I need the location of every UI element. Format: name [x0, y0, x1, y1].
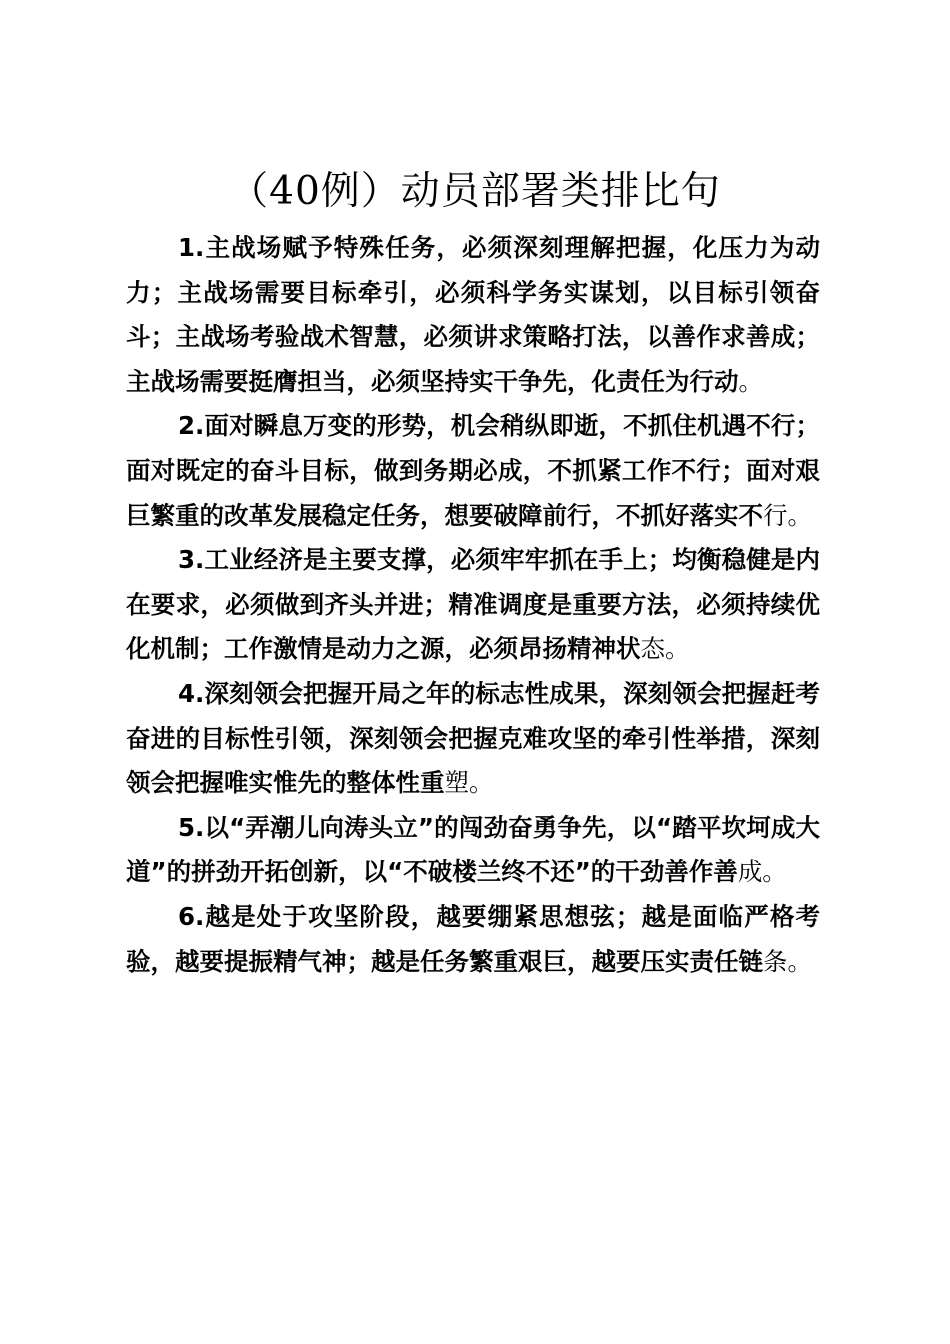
paragraph-3 [126, 538, 820, 672]
document-body [126, 226, 820, 984]
paragraph-3-tail: 态。 [640, 634, 690, 664]
paragraph-6-tail: 条。 [763, 946, 812, 976]
paragraph-6-text: 6.越是处于攻坚阶段，越要绷紧思想弦；越是面临严格考验，越要提振精气神；越是任务繁重艰巨，越要压实责任链 [126, 901, 820, 976]
paragraph-5-tail: 成。 [737, 857, 787, 887]
paragraph-2 [126, 404, 820, 538]
paragraph-4-text: 4.深刻领会把握开局之年的标志性成果，深刻领会把握赶考奋进的目标性引领，深刻领会把握克难攻坚的牵引性举措，深刻领会把握唯实惟先的整体性重 [126, 678, 820, 798]
paragraph-2-tail: 行。 [763, 500, 812, 530]
paragraph-5-text: 5.以“弄潮儿向涛头立”的闯劲奋勇争先，以“踏平坎坷成大道”的拼劲开拓创新，以“不破楼兰终不还”的干劲善作善 [126, 812, 820, 887]
document-title: （40例）动员部署类排比句 [229, 169, 721, 214]
paragraph-5 [126, 806, 820, 895]
paragraph-1-tail: 。 [738, 366, 763, 396]
paragraph-2-text: 2.面对瞬息万变的形势，机会稍纵即逝，不抓住机遇不行；面对既定的奋斗目标，做到务期必成，不抓紧工作不行；面对艰巨繁重的改革发展稳定任务，想要破障前行，不抓好落实不 [126, 411, 820, 530]
paragraph-6 [126, 895, 820, 984]
paragraph-1 [126, 226, 820, 404]
paragraph-4 [126, 672, 820, 806]
paragraph-4-tail: 塑。 [444, 768, 494, 798]
paragraph-3-text: 3.工业经济是主要支撑，必须牢牢抓在手上；均衡稳健是内在要求，必须做到齐头并进；精准调度是重要方法，必须持续优化机制；工作激情是动力之源，必须昂扬精神状 [126, 545, 820, 664]
paragraph-1-text: 1.主战场赋予特殊任务，必须深刻理解把握，化压力为动力；主战场需要目标牵引，必须科学务实谋划，以目标引领奋斗；主战场考验战术智慧，必须讲求策略打法，以善作求善成；主战场需要挺膺担当，必须坚持实干争先，化责任为行动 [126, 233, 820, 396]
